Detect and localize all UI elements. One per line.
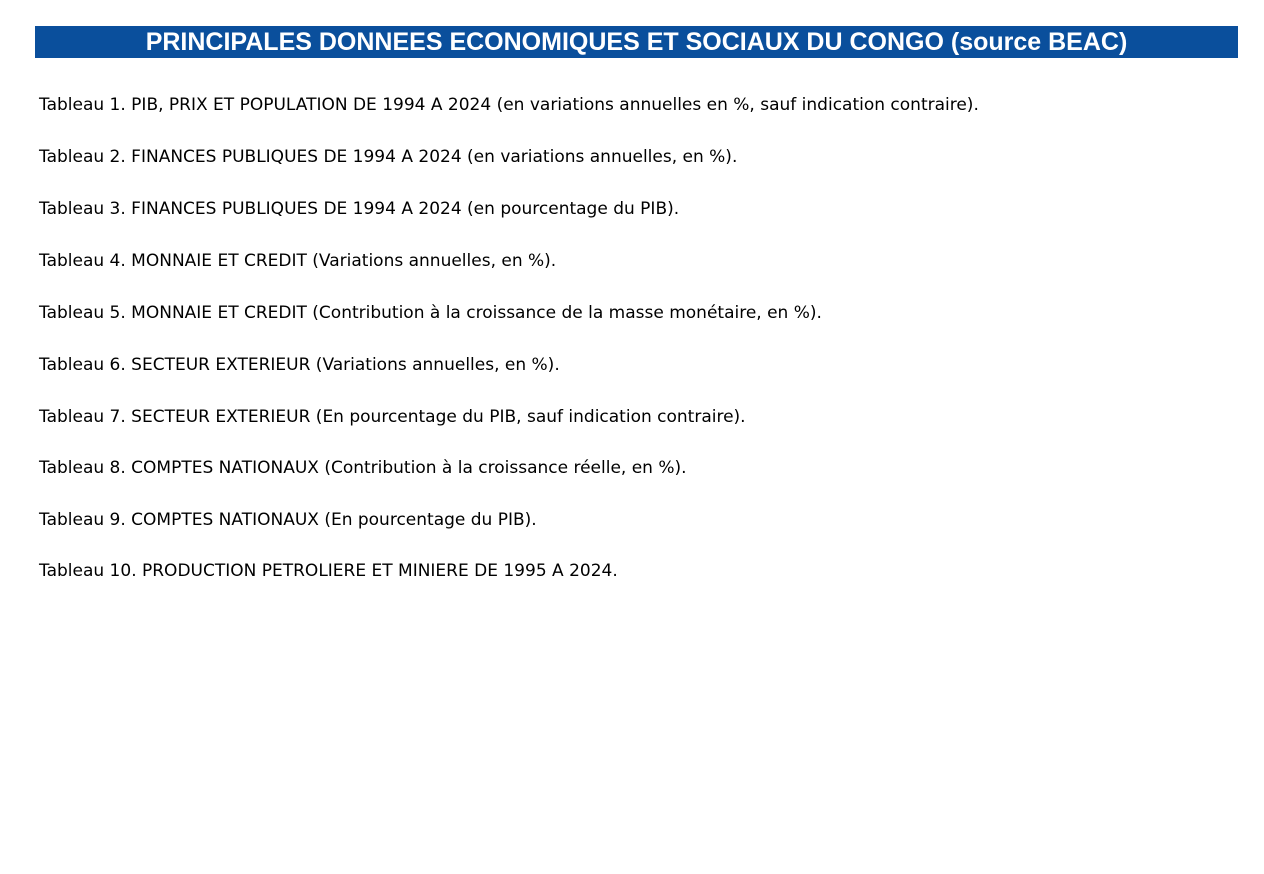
toc-link-tableau-5[interactable]: Tableau 5. MONNAIE ET CREDIT (Contribution à la croissance de la masse monétaire, en %). [39, 303, 822, 323]
toc-link-tableau-9[interactable]: Tableau 9. COMPTES NATIONAUX (En pourcentage du PIB). [39, 509, 537, 530]
table-of-contents [39, 90, 979, 608]
page-title: PRINCIPALES DONNEES ECONOMIQUES ET SOCIAUX DU CONGO (source BEAC) [145, 27, 1128, 56]
toc-link-tableau-10[interactable]: Tableau 10. PRODUCTION PETROLIERE ET MINIERE DE 1995 A 2024. [39, 561, 618, 581]
toc-link-tableau-2[interactable]: Tableau 2. FINANCES PUBLIQUES DE 1994 A 2024 (en variations annuelles, en %). [39, 147, 738, 167]
title-banner [35, 26, 1238, 58]
toc-link-tableau-3[interactable]: Tableau 3. FINANCES PUBLIQUES DE 1994 A 2024 (en pourcentage du PIB). [39, 199, 680, 219]
toc-link-tableau-4[interactable]: Tableau 4. MONNAIE ET CREDIT (Variations annuelles, en %). [39, 251, 557, 271]
toc-link-tableau-6[interactable]: Tableau 6. SECTEUR EXTERIEUR (Variations annuelles, en %). [39, 355, 560, 375]
toc-link-tableau-7[interactable]: Tableau 7. SECTEUR EXTERIEUR (En pourcentage du PIB, sauf indication contraire). [39, 406, 746, 427]
toc-link-tableau-1[interactable]: Tableau 1. PIB, PRIX ET POPULATION DE 1994 A 2024 (en variations annuelles en %, sauf indication contraire). [39, 95, 979, 115]
toc-link-tableau-8[interactable]: Tableau 8. COMPTES NATIONAUX (Contribution à la croissance réelle, en %). [39, 458, 687, 478]
